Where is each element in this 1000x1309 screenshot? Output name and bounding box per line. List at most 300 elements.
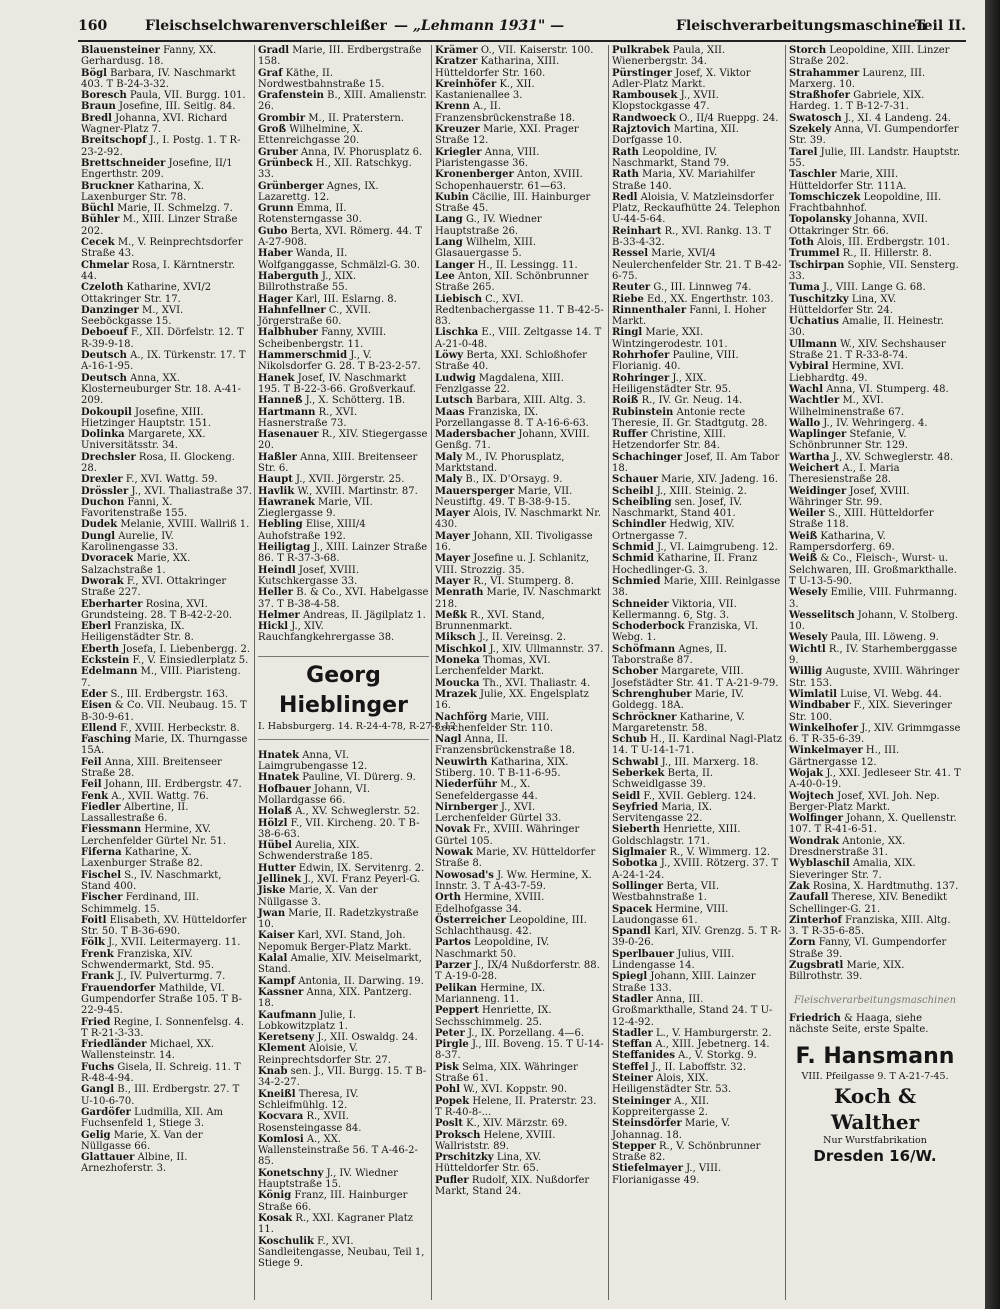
list-item	[258, 1168, 429, 1191]
entry-name: Weiß	[789, 530, 818, 542]
list-item	[81, 282, 252, 305]
entry-name: Eder	[81, 688, 108, 700]
list-item	[789, 813, 961, 836]
list-item	[789, 463, 961, 486]
list-item	[789, 836, 961, 859]
list-item	[612, 576, 783, 599]
entry-text: Maria, XV. Mariahilfer Straße 140.	[612, 169, 755, 192]
list-item	[612, 881, 783, 904]
list-item	[789, 68, 961, 91]
entry-name: Kassner	[258, 986, 304, 998]
list-item	[789, 418, 961, 429]
entry-text: Barbara, IV. Naschmarkt 403. T B-24-3-32.	[81, 67, 236, 90]
entry-name: Uchatius	[789, 316, 839, 328]
entry-name: Knab	[258, 1066, 288, 1078]
entry-text: Julie, III. Landstr. Hauptstr. 55.	[789, 146, 961, 169]
list-item	[435, 689, 606, 712]
entry-text: Magdalena, XIII. Fenzlgasse 22.	[435, 372, 564, 395]
list-item	[81, 689, 252, 700]
entry-name: Peter	[435, 1027, 465, 1039]
column-5	[786, 45, 963, 1300]
list-item	[435, 824, 606, 847]
entry-name: Hanneß	[258, 395, 303, 407]
list-item	[435, 508, 606, 531]
entry-name: Rubinstein	[612, 406, 674, 418]
entry-name: Orth	[435, 892, 461, 904]
entry-text: J., XIII. Steinig. 2.	[656, 485, 747, 497]
entry-name: Haberguth	[258, 270, 319, 282]
column-1	[78, 45, 255, 1300]
entry-text: J. Ww. Hermine, X. Innstr. 3. T A-43-7-59.	[435, 869, 592, 892]
list-item	[789, 192, 961, 215]
entry-text: Marie, VII. Neustiftg. 49. T B-38-9-15.	[435, 485, 573, 508]
entry-text: Alois, IV. Naschmarkt Nr. 430.	[435, 508, 602, 531]
entry-name: Drechsler	[81, 451, 136, 463]
list-item	[435, 870, 606, 893]
entry-name: Riebe	[612, 293, 644, 305]
entry-name: Steffanides	[612, 1050, 675, 1062]
entry-text: Thomas, XVI. Lerchenfelder Markt.	[435, 655, 551, 678]
list-item	[435, 802, 606, 825]
list-item	[258, 1066, 429, 1089]
list-item	[435, 192, 606, 215]
list-item	[81, 779, 252, 790]
page-edge	[985, 0, 1000, 1309]
list-item	[258, 90, 429, 113]
entry-text: J., XIV. Grimmgasse 6. T R-35-6-39.	[789, 722, 961, 746]
entry-text: Ferdinand, III. Schimmelg. 15.	[81, 892, 200, 915]
entry-text: Therese, XIV. Benedikt Schellinger-G. 21.	[789, 892, 947, 915]
entry-text: A., XIII. Jebetnerg. 14.	[655, 1039, 770, 1051]
entry-name: Lutsch	[435, 395, 473, 407]
directory-columns	[78, 45, 966, 1300]
list-item	[258, 610, 429, 621]
list-item	[789, 689, 961, 700]
entry-name: Feil	[81, 756, 102, 768]
entry-name: Winkelmayer	[789, 745, 863, 757]
entry-text: Agnes, II. Taborstraße 87.	[612, 643, 727, 667]
list-item	[81, 373, 252, 407]
entry-text: Aloisie, V. Reinprechtsdorfer Str. 27.	[258, 1043, 391, 1066]
entry-name: Gardöfer	[81, 1106, 131, 1118]
entry-text: M., V. Reinprechtsdorfer Straße 43.	[81, 237, 243, 260]
entry-name: Schober	[612, 666, 658, 678]
entry-text: Paula, XII. Wienerbergstr. 34.	[612, 45, 726, 68]
ad-name-koch-walther: Koch & Walther	[830, 1084, 920, 1135]
list-item	[435, 373, 606, 396]
list-item	[81, 553, 252, 576]
list-item	[789, 610, 961, 633]
list-item	[258, 976, 429, 987]
ad-name: Georg Hieblinger	[279, 662, 408, 718]
entry-text: J., VIII. Florianigasse 49.	[612, 1163, 722, 1186]
entry-text: K., XIV. Märzstr. 69.	[466, 1118, 568, 1130]
list-item	[435, 1096, 606, 1119]
entry-text: S., IV. Naschmarkt, Stand 400.	[81, 869, 222, 892]
entry-name: Schoderbock	[612, 621, 685, 633]
entry-text: Marie, IV. Goldegg. 18A.	[612, 688, 744, 712]
entry-name: Tschirpan	[789, 259, 845, 271]
header-part: Teil II.	[914, 18, 966, 34]
list-item	[435, 1118, 606, 1129]
list-item	[612, 327, 783, 350]
entry-name: Redl	[612, 191, 638, 203]
entry-name: Rath	[612, 169, 639, 181]
entry-name: Madersbacher	[435, 429, 516, 441]
entry-text: F., XVI. Ottakringer Straße 227.	[81, 575, 227, 599]
list-item	[612, 712, 783, 735]
list-item	[789, 113, 961, 124]
entry-name: Hahnfellner	[258, 304, 326, 316]
entry-text: R., V. Wimmerg. 12.	[669, 847, 771, 859]
entry-name: Neuwirth	[435, 756, 488, 768]
section-title: Fleischverarbeitungsmaschinen	[793, 994, 957, 1006]
list-item	[258, 930, 429, 953]
entry-name: Ruffer	[612, 429, 648, 441]
entry-text: Sophie, VII. Sensterg. 33.	[789, 259, 959, 282]
entry-text: Julie, XX. Engelsplatz 16.	[435, 688, 589, 712]
list-item	[258, 373, 429, 396]
list-item	[435, 610, 606, 633]
entry-name: Szekely	[789, 124, 832, 136]
header-right-title: Fleischverarbeitungsmaschinen	[676, 18, 927, 34]
entry-text: W., XIV. Sechshauser Straße 21. T R-33-8-74.	[789, 338, 946, 362]
entry-text: Helene, XVIII. Wallriststr. 89.	[435, 1129, 556, 1152]
list-item	[612, 824, 783, 847]
list-item	[435, 983, 606, 1006]
entry-text: Karl, XVI. Stand, Joh. Nepomuk Berger-Platz Markt.	[258, 930, 412, 953]
entry-text: J., III. Marxerg. 18.	[661, 756, 759, 768]
entry-text: Pauline, VIII. Florianig. 40.	[612, 350, 739, 373]
list-item	[258, 519, 429, 542]
list-item	[435, 169, 606, 192]
header-center-title: — „Lehmann 1931" —	[394, 18, 565, 34]
entry-text: Marie, X. Van der Nüllgasse 3.	[258, 885, 378, 908]
entry-name: Lang	[435, 214, 463, 226]
list-item	[258, 147, 429, 158]
entry-name: Graf	[258, 67, 283, 79]
entry-name: Niederführ	[435, 779, 498, 791]
entry-name: Lischka	[435, 327, 479, 339]
list-item	[435, 576, 606, 587]
entry-text: Katharine, XVI/2 Ottakringer Str. 17.	[81, 282, 212, 305]
entry-name: Bühler	[81, 214, 120, 226]
list-item	[81, 700, 252, 723]
entry-name: Tarel	[789, 146, 818, 158]
entry-text: Henriette, IX. Sechsschimmelg. 25.	[435, 1005, 552, 1028]
list-item	[435, 678, 606, 689]
list-item	[612, 226, 783, 249]
entry-text: J., XVI. Franz Peyerl-G.	[304, 874, 421, 885]
ad-address: I. Habsburgerg. 14. R-24-4-78, R-27-8-12	[258, 720, 456, 732]
entry-text: F., XVI. Wattg. 59.	[125, 474, 218, 486]
list-item	[789, 316, 961, 339]
entry-name: Stadler	[612, 993, 653, 1005]
entry-name: Moneka	[435, 655, 480, 667]
entry-name: Wyblaschil	[789, 858, 850, 870]
entry-name: Stepper	[612, 1140, 656, 1152]
entry-text: O., II/4 Rueppg. 24.	[679, 112, 779, 124]
list-item	[435, 101, 606, 124]
entry-text: J., XVII. Jörgerstr. 25.	[296, 474, 405, 486]
entry-text: J., IV. Wiedner Hauptstraße 15.	[258, 1167, 398, 1191]
entry-text: Edwin, IX. Servitenrg. 2.	[298, 862, 425, 874]
list-item	[612, 497, 783, 520]
entry-text: & Haaga, siehe nächste Seite, erste Spalte.	[789, 1012, 929, 1035]
entry-name: Miksch	[435, 632, 476, 644]
entry-name: Pufler	[435, 1174, 469, 1186]
entry-text: M., XIII. Linzer Straße 202.	[81, 214, 238, 237]
list-item	[789, 531, 961, 554]
entry-name: Weiß	[789, 553, 818, 565]
ad-line: Nur Wurstfabrikation	[823, 1135, 927, 1147]
list-item	[81, 203, 252, 214]
entry-name: Wojtech	[789, 790, 835, 802]
entry-text: Rosa, I. Kärntnerstr. 44.	[81, 259, 236, 282]
list-item	[789, 169, 961, 192]
list-item	[612, 452, 783, 475]
list-item	[789, 892, 961, 915]
entry-name: Hebling	[258, 519, 303, 531]
entry-name: Deutsch	[81, 372, 127, 384]
entry-name: Schub	[612, 734, 647, 746]
entry-text: Julie, I. Lobkowitzplatz 1.	[258, 1009, 356, 1032]
list-item	[612, 1073, 783, 1096]
list-item	[258, 248, 429, 271]
list-item	[789, 214, 961, 237]
entry-text: J., XXI. Jedleseer Str. 41. T A-40-0-19.	[789, 768, 961, 791]
entry-name: Grafenstein	[258, 90, 324, 102]
list-item	[612, 644, 783, 667]
entry-text: F., V. Einsiedlerplatz 5.	[132, 655, 249, 667]
entry-name: Ressel	[612, 248, 649, 260]
entry-text: Karl, XIV. Grenzg. 5. T R-39-0-26.	[612, 926, 782, 949]
list-item	[81, 892, 252, 915]
list-item	[258, 1089, 429, 1112]
entry-name: Spiegl	[612, 971, 648, 983]
list-item	[612, 1062, 783, 1073]
list-item	[435, 1084, 606, 1095]
list-item	[789, 666, 961, 689]
list-item	[612, 68, 783, 91]
list-item	[435, 429, 606, 452]
entry-text: Julius, VIII. Lindengasse 14.	[612, 948, 735, 972]
entry-name: Schwabl	[612, 756, 659, 768]
entry-text: Josef, II. Am Tabor 18.	[612, 451, 780, 474]
list-item	[258, 1213, 429, 1236]
entry-name: Kalal	[258, 953, 288, 965]
entry-text: A., XV. Schweglerstr. 52.	[295, 806, 420, 818]
entry-name: Bruckner	[81, 180, 134, 192]
entry-text: F., XVIII. Herbeckstr. 8.	[120, 722, 240, 734]
list-item	[81, 1107, 252, 1130]
entry-name: Jellinek	[258, 874, 302, 885]
ad-city: Dresden 16/W.	[813, 1147, 937, 1166]
list-item	[81, 497, 252, 520]
entry-text: Anton, XII. Schönbrunner Straße 265.	[435, 270, 589, 294]
entry-text: Wilhelm, XIII. Glasauergasse 5.	[435, 237, 537, 260]
entry-text: Hermine, XVI. Liebhardtg. 49.	[789, 361, 904, 384]
list-item	[435, 124, 606, 147]
list-item	[789, 486, 961, 509]
list-item	[789, 339, 961, 362]
entry-text: Johann, XIII. Lainzer Straße 133.	[612, 971, 756, 994]
entry-text: A., XII. Koppreitergasse 2.	[612, 1095, 710, 1118]
entry-name: Stiefelmayer	[612, 1163, 683, 1175]
entry-name: Deboeuf	[81, 327, 128, 339]
list-item	[81, 655, 252, 666]
entry-name: Wondrak	[789, 835, 840, 847]
entry-name: Cecek	[81, 237, 115, 249]
entry-text: Christine, XIII. Hetzendorfer Str. 84.	[612, 429, 726, 452]
entry-text: H., III. Gärtnergasse 12.	[789, 745, 900, 768]
entry-name: Eckstein	[81, 655, 130, 667]
entry-text: Franziska, XIV. Schwendermarkt, Std. 95.	[81, 948, 215, 972]
entry-text: R., XXI. Kagraner Platz 11.	[258, 1212, 414, 1236]
entry-text: Marie, VIII. Lerchenfelder Str. 110.	[435, 711, 554, 734]
list-item	[612, 666, 783, 689]
entry-text: J., VI. Laimgrubeng. 12.	[657, 542, 778, 554]
entry-name: Ellend	[81, 722, 117, 734]
entry-text: Melanie, XVIII. Wallriß 1.	[120, 519, 250, 531]
list-item	[258, 1032, 429, 1043]
entry-name: Sobotka	[612, 858, 658, 870]
list-item	[81, 1017, 252, 1040]
entry-name: Hnatek	[258, 772, 300, 784]
list-item	[612, 802, 783, 825]
entry-name: Czeloth	[81, 282, 124, 294]
entry-name: Kaiser	[258, 930, 295, 942]
entry-name: Partos	[435, 937, 471, 949]
entry-name: Schrenghuber	[612, 688, 692, 700]
list-item	[789, 791, 961, 814]
entry-text: Alois, III. Erdbergstr. 101.	[817, 237, 950, 249]
entry-text: Anna, II. Franzensbrückenstraße 18.	[435, 734, 576, 757]
entry-text: Johann, III. Erdbergstr. 47.	[104, 779, 242, 791]
list-item	[258, 784, 429, 807]
list-item	[81, 1039, 252, 1062]
entry-name: Kocvara	[258, 1111, 304, 1123]
entry-name: Toth	[789, 237, 814, 249]
list-item	[789, 881, 961, 892]
entry-text: Fanni, X. Favoritenstraße 155.	[81, 496, 188, 520]
entry-name: Tomschiczek	[789, 191, 861, 203]
list-item	[81, 519, 252, 530]
list-item	[258, 474, 429, 485]
entry-name: Mayer	[435, 575, 470, 587]
entry-name: Spandl	[612, 926, 651, 938]
entry-text: R., II. Hillerstr. 8.	[842, 248, 932, 260]
entry-name: Zinterhof	[789, 914, 842, 926]
entry-name: Eberharter	[81, 598, 143, 610]
entry-name: Mayer	[435, 553, 470, 565]
list-item	[81, 870, 252, 893]
list-item	[258, 772, 429, 783]
list-item	[612, 1039, 783, 1050]
list-item	[81, 452, 252, 475]
entry-text: sen. J., VII. Burgg. 15. T B-34-2-27.	[258, 1066, 427, 1089]
entry-text: Anna, IV. Phorusplatz 6.	[300, 146, 423, 158]
entry-name: Nowak	[435, 847, 473, 859]
entry-text: J., XI. 4 Landeng. 24.	[844, 112, 951, 124]
entry-name: Groß	[258, 124, 287, 136]
entry-text: Rosina, X. Hardtmuthg. 137.	[812, 880, 959, 892]
page-header	[78, 14, 966, 42]
list-item	[612, 486, 783, 497]
entry-text: Katharine, X. Laxenburger Straße 82.	[81, 847, 203, 870]
list-item	[612, 169, 783, 192]
list-item	[258, 486, 429, 497]
list-item	[612, 474, 783, 485]
entry-name: Gangl	[81, 1084, 115, 1096]
list-item	[258, 271, 429, 294]
entry-text: R., V. Schönbrunner Straße 82.	[612, 1140, 761, 1164]
list-item	[435, 915, 606, 938]
entry-text: Michael, XX. Wallensteinstr. 14.	[81, 1039, 215, 1062]
entry-text: Anna, XIX. Pantzerg. 18.	[258, 986, 412, 1010]
entry-text: Berta, XXI. Schloßhofer Straße 40.	[435, 350, 587, 373]
entry-name: Seyfried	[612, 801, 659, 813]
entry-name: Wolfinger	[789, 813, 844, 825]
entry-text: Amalia, XIX. Sieveringer Str. 7.	[789, 858, 916, 881]
entry-text: Lina, XV. Hütteldorfer Str. 65.	[435, 1152, 542, 1175]
entry-name: Wimlatil	[789, 688, 837, 700]
entry-text: R., XVII. Rosensteingasse 84.	[258, 1111, 362, 1134]
list-item	[789, 723, 961, 746]
entry-text: K., XII. Kastanienallee 3.	[435, 78, 535, 102]
list-item	[612, 1050, 783, 1061]
entry-name: Gruber	[258, 146, 298, 158]
entry-text: Katharine, II. Franz Hochedlinger-G. 3.	[612, 553, 758, 576]
entry-text: Franziska, IX. Porzellangasse 8. T A-16-6-63.	[435, 406, 589, 429]
list-item	[612, 621, 783, 644]
entry-text: Marie, XIV. Jadeng. 16.	[661, 474, 778, 486]
list-item	[789, 45, 961, 68]
entry-text: Ludmilla, XII. Am Fuchsenfeld 1, Stiege 3.	[81, 1106, 224, 1130]
entry-name: Duchon	[81, 496, 125, 508]
entry-name: Keretseny	[258, 1032, 315, 1044]
entry-text: J., XIX. Billrothstraße 55.	[258, 270, 357, 294]
entry-name: Weidinger	[789, 485, 847, 497]
list-item	[435, 779, 606, 802]
entry-text: Johann, V. Stolberg. 10.	[789, 609, 959, 633]
entry-name: Maly	[435, 474, 463, 486]
list-item	[612, 1141, 783, 1164]
entry-text: B., III. Erdbergstr. 27. T U-10-6-70.	[81, 1084, 240, 1107]
list-item	[435, 1062, 606, 1085]
entry-name: Waplinger	[789, 429, 847, 441]
entry-name: Eberl	[81, 621, 112, 633]
entry-name: Wojak	[789, 768, 824, 779]
entry-text: Johann, XII. Tivoligasse 16.	[435, 530, 593, 554]
entry-text: Leopoldine, IV. Naschmarkt, Stand 79.	[612, 146, 730, 169]
list-item	[258, 407, 429, 430]
list-item	[81, 474, 252, 485]
entry-name: Kronenberger	[435, 169, 514, 181]
entry-name: Kneißl	[258, 1088, 296, 1100]
list-item	[789, 858, 961, 881]
entry-name: Kubin	[435, 191, 469, 203]
entry-text: J., XVI. Lerchenfelder Gürtel 33.	[435, 801, 562, 825]
entry-name: Rohrhofer	[612, 350, 670, 362]
entry-name: Roiß	[612, 395, 639, 407]
list-item	[258, 350, 429, 373]
list-item	[789, 384, 961, 395]
advertisement-box	[789, 1043, 961, 1165]
entry-name: Sollinger	[612, 880, 664, 892]
entry-text: L., V. Hamburgerstr. 2.	[655, 1027, 772, 1039]
entry-text: B. & Co., XVI. Habelgasse 37. T B-38-4-58.	[258, 587, 429, 610]
